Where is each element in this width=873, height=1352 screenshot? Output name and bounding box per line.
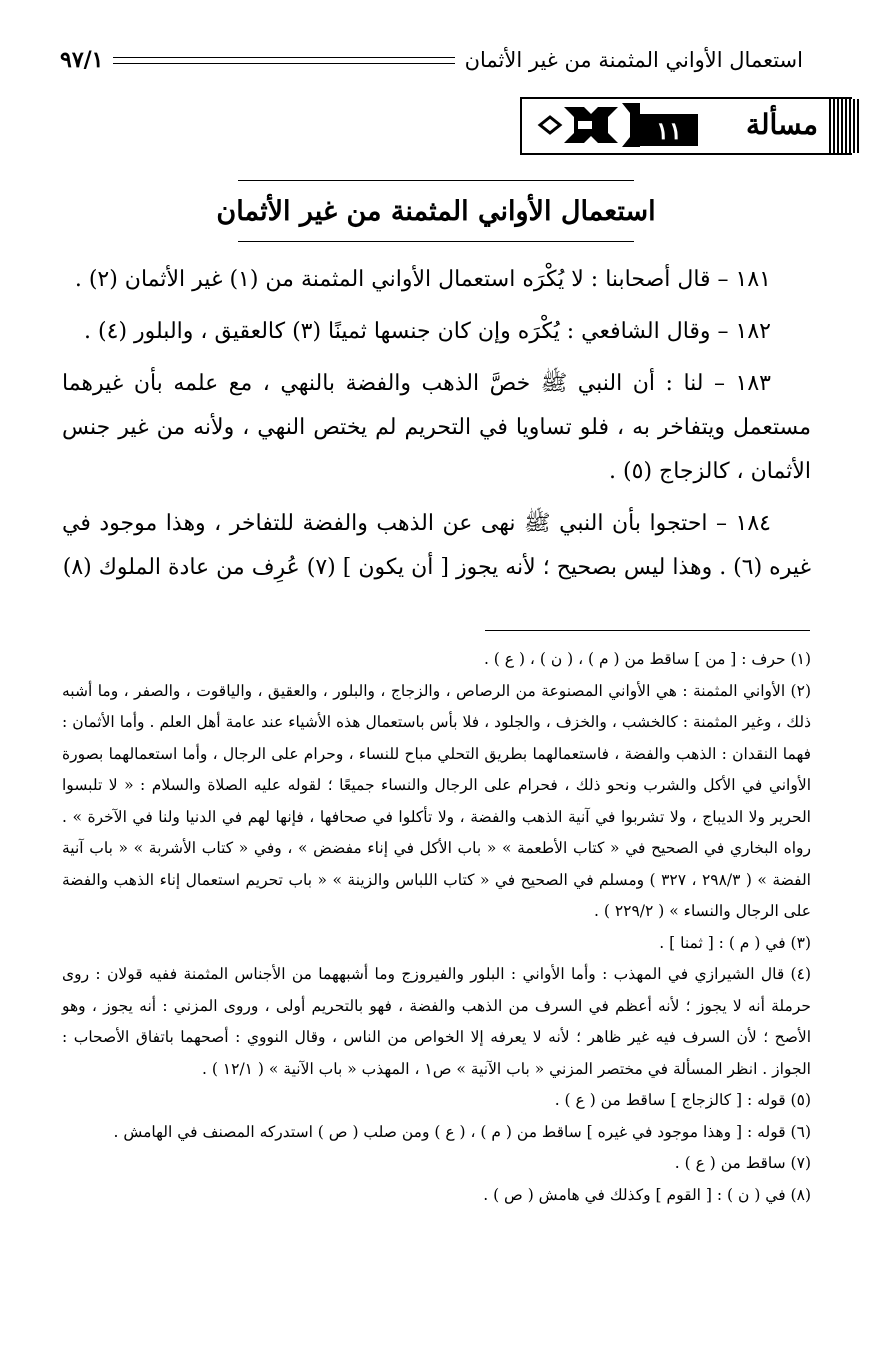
page-number: ٩٧/١ xyxy=(60,47,104,73)
section-heading-box xyxy=(216,180,656,242)
arabesque-ornament-icon xyxy=(536,95,646,155)
issue-number: ١١ xyxy=(640,114,698,146)
footnote-6: (٦) قوله : [ وهذا موجود في غيره ] ساقط من ( م ) ، ( ع ) ومن صلب ( ص ) استدركه المصنف في الهامش . xyxy=(113,1122,811,1141)
footnote-2: (٢) الأواني المثمنة : هي الأواني المصنوعة من الرصاص ، والزجاج ، والبلور ، والعقيق ، والياقوت ، والصفر ، وما أشبه ذلك ، وغير المثمنة : كالخشب ، والخزف ، والجلود ، فلا بأس باستعمال هذه الأشياء عند عامة أهل العلم . وأما الأثمان : فهما النقدان : الذهب والفضة ، فاستعمالهما بطريق التحلي مباح للنساء ، وحرام على الرجال ، وأما استعمالهما بصورة الأواني في الأكل والشرب ونحو ذلك ، فحرام على الرجال والنساء جميعًا ؛ لقوله عليه الصلاة والسلام : « لا تلبسوا الحرير ولا الديباج ، ولا تشربوا في آنية الذهب والفضة ، ولا تأكلوا في صحافها ، فإنها لهم في الدنيا ولنا في الآخرة » . رواه البخاري في الصحيح في « كتاب الأطعمة » « باب الأكل في إناء مفضض » ، وفي « كتاب الأشربة » « باب آنية الفضة » ( ٢٩٨/٣ ، ٣٢٧ ) ومسلم في الصحيح في « كتاب اللباس والزينة » « باب تحريم استعمال إناء الذهب والفضة على الرجال والنساء » ( ٢٢٩/٢ ) . xyxy=(62,681,811,920)
footnote-8: (٨) في ( ن ) : [ القوم ] وكذلك في هامش ( ص ) . xyxy=(483,1185,811,1204)
body-text xyxy=(62,258,811,598)
footnote-4: (٤) قال الشيرازي في المهذب : وأما الأواني : البلور والفيروزج وما أشبههما من الأجناس المثمنة ففيه قولان : روى حرملة أنه لا يجوز ؛ لأنه أعظم في السرف من الذهب والفضة ، فهو بالتحريم أولى ، وروى المزني : أنه يجوز ، وهو الأصح ؛ لأن السرف فيه غير ظاهر ؛ لأنه لا يعرفه إلا الخواص من الناس ، وقال النووي : أصحهما باتفاق الأصحاب : الجواز . انظر المسألة في مختصر المزني « باب الآنية » ص١ ، المهذب « باب الآنية » ( ١٢/١ ) . xyxy=(62,965,811,1078)
paragraph-182: ١٨٢ – وقال الشافعي : يُكْرَه وإن كان جنسها ثمينًا (٣) كالعقيق ، والبلور (٤) . xyxy=(84,319,771,344)
barcode-ornament xyxy=(829,99,859,153)
footnote-separator xyxy=(485,630,810,631)
section-heading: استعمال الأواني المثمنة من غير الأثمان xyxy=(216,195,656,227)
running-title: استعمال الأواني المثمنة من غير الأثمان xyxy=(464,48,803,72)
paragraph-181: ١٨١ – قال أصحابنا : لا يُكْرَه استعمال الأواني المثمنة من (١) غير الأثمان (٢) . xyxy=(74,267,771,292)
footnote-5: (٥) قوله : [ كالزجاج ] ساقط من ( ع ) . xyxy=(554,1091,811,1109)
running-head xyxy=(60,40,803,80)
footnotes xyxy=(62,644,811,1211)
running-rule xyxy=(113,57,454,64)
footnote-7: (٧) ساقط من ( ع ) . xyxy=(674,1154,811,1172)
issue-label: مسألة xyxy=(745,108,818,141)
footnote-3: (٣) في ( م ) : [ ثمنا ] . xyxy=(659,933,811,952)
footnote-1: (١) حرف : [ من ] ساقط من ( م ) ، ( ن ) ، ( ع ) . xyxy=(483,650,811,668)
paragraph-184: ١٨٤ – احتجوا بأن النبي ﷺ نهى عن الذهب والفضة للتفاخر ، وهذا موجود في غيره (٦) . وهذا ليس بصحيح ؛ لأنه يجوز [ أن يكون ] (٧) عُرِف من عادة الملوك (٨) xyxy=(62,511,811,580)
paragraph-183: ١٨٣ – لنا : أن النبي ﷺ خصَّ الذهب والفضة بالنهي ، مع علمه بأن غيرهما مستعمل ويتفاخر به ، فلو تساويا في التحريم لم يختص النهي ، ولأنه من غير جنس الأثمان ، كالزجاج (٥) . xyxy=(62,371,811,484)
